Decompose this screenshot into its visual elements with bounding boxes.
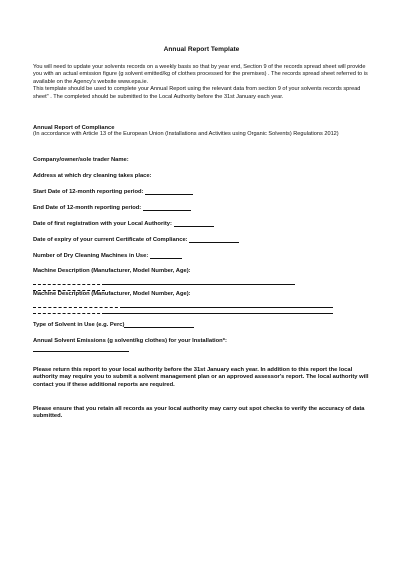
solvent-type-label: Type of Solvent in Use (e.g. Perc) [33,322,125,328]
registration-date-label: Date of first registration with your Local Authority: [33,221,172,227]
expiry-date-blank[interactable] [189,237,239,243]
intro-paragraph-1: You will need to update your solvents records on a weekly basis so that by year end, Section 9 of the records spread sheet will provide you with an actual emission figure (g solvent emitted/kg of clothes processed for the premises) . The records spread sheet referred to is available on the Agency's website www.epa.ie. [33,64,368,85]
machines-count-field [33,253,182,259]
document-title: Annual Report Template [163,46,240,53]
address-label: Address at which dry cleaning takes place: [33,173,152,179]
machine-2-line-a[interactable] [123,307,333,308]
start-date-field [33,189,193,195]
compliance-heading: Annual Report of Compliance [33,125,115,131]
compliance-subtext: (In accordance with Article 13 of the European Union (Installations and Activities using Organic Solvents) Regulations 2012) [33,131,339,137]
machine-1-line-a[interactable] [105,284,295,285]
start-date-blank[interactable] [145,189,193,195]
registration-date-field [33,221,214,227]
records-retention-note: Please ensure that you retain all records as your local authority may carry out spot checks to verify the accuracy of data submitted. [33,406,365,420]
registration-date-blank[interactable] [174,221,214,227]
expiry-date-field [33,237,239,243]
end-date-field [33,205,191,211]
machines-count-blank[interactable] [150,253,182,259]
end-date-blank[interactable] [143,205,191,211]
intro-text [33,64,373,101]
machines-count-label: Number of Dry Cleaning Machines in Use: [33,253,149,259]
solvent-type-field [33,322,194,328]
end-date-label: End Date of 12-month reporting period: [33,205,142,211]
intro-paragraph-2: This template should be used to complete your Annual Report using the relevant data from section 9 of your solvents records spread sheet" . The completed should be submitted to the Local Authority before the 31st January each year. [33,86,361,100]
return-instructions: Please return this report to your local authority before the 31st January each year. In addition to this report the local authority may require you to submit a solvent management plan or an approved assessor's report. The local authority will contact you if these additional reports are required. [33,367,369,388]
machine-description-2-label: Machine Description (Manufacturer, Model Number, Age): [33,291,191,297]
compliance-section [33,125,373,138]
machine-2-line-a-dashed[interactable] [33,307,123,308]
machine-2-line-b[interactable] [105,313,333,314]
machine-2-line-b-dashed[interactable] [33,313,105,314]
machine-description-1-label: Machine Description (Manufacturer, Model Number, Age): [33,268,191,274]
emissions-blank[interactable] [33,351,129,352]
emissions-label: Annual Solvent Emissions (g solvent/kg clothes) for your Installation*: [33,338,227,344]
company-name-label: Company/owner/sole trader Name: [33,157,129,163]
expiry-date-label: Date of expiry of your current Certificate of Compliance: [33,237,188,243]
start-date-label: Start Date of 12-month reporting period: [33,189,144,195]
machine-1-line-a-dashed[interactable] [33,284,105,285]
solvent-type-blank[interactable] [124,322,194,328]
